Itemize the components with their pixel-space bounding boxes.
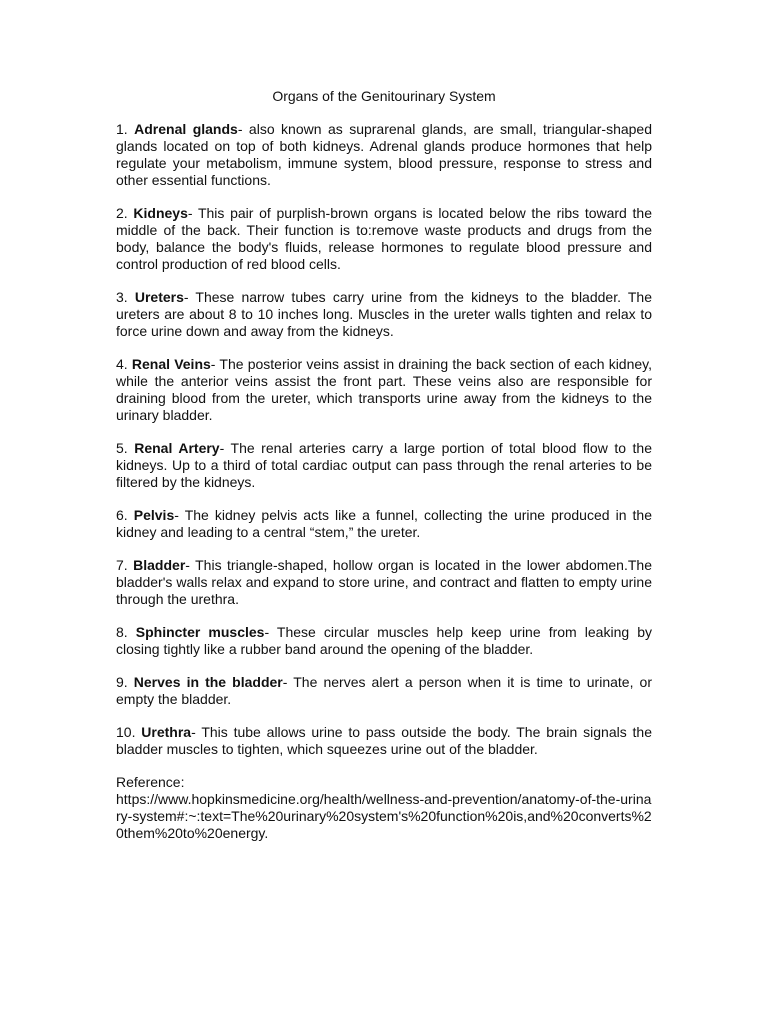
document-page [116,88,652,842]
item-term: Pelvis [133,507,175,523]
item-term: Renal Artery [134,440,220,456]
item-description: - also known as suprarenal glands, are small, triangular-shaped glands located on top of both kidneys. Adrenal glands produce hormones that help regulate your metabolism, immune system, blood pressure, response to stress and other essential functions. [116,121,653,188]
item-term: Kidneys [133,205,188,221]
list-item-ureters [116,289,652,340]
item-description: - These circular muscles help keep urine from leaking by closing tightly like a rubber band around the opening of the bladder. [116,624,652,657]
item-description: - This tube allows urine to pass outside the body. The brain signals the bladder muscles to tighten, which squeezes urine out of the bladder. [116,724,653,757]
item-number: 6. [116,507,128,523]
item-term: Renal Veins [131,356,211,372]
item-number: 3. [116,289,128,305]
item-term: Urethra [141,724,192,740]
item-number: 10. [116,724,136,740]
reference-block [116,774,652,842]
item-number: 7. [116,557,128,573]
item-description: - These narrow tubes carry urine from the kidneys to the bladder. The ureters are about 8 to 10 inches long. Muscles in the ureter walls tighten and relax to force urine down and away from the kidneys. [116,289,652,339]
item-number: 9. [116,674,128,690]
list-item-sphincter-muscles [116,624,652,658]
item-term: Nerves in the bladder [133,674,283,690]
item-number: 2. [116,205,128,221]
item-number: 5. [116,440,128,456]
item-term: Adrenal glands [134,121,238,137]
item-number: 4. [116,356,128,372]
item-description: - This triangle-shaped, hollow organ is located in the lower abdomen.The bladder's walls relax and expand to store urine, and contract and flatten to empty urine through the urethra. [116,557,652,607]
list-item-kidneys [116,205,652,273]
item-term: Ureters [134,289,184,305]
item-description: - The renal arteries carry a large portion of total blood flow to the kidneys. Up to a third of total cardiac output can pass through the renal arteries to be filtered by the kidneys. [116,440,652,490]
item-term: Sphincter muscles [135,624,265,640]
item-description: - The kidney pelvis acts like a funnel, collecting the urine produced in the kidney and leading to a central “stem,” the ureter. [116,507,652,540]
item-number: 1. [116,121,128,137]
item-description: - The posterior veins assist in draining the back section of each kidney, while the anterior veins assist the front part. These veins also are responsible for draining blood from the ureter, which transports urine away from the kidneys to the urinary bladder. [116,356,653,423]
item-description: - The nerves alert a person when it is time to urinate, or empty the bladder. [116,674,652,707]
list-item-urethra [116,724,652,758]
list-item-nerves-in-the-bladder [116,674,652,708]
item-term: Bladder [133,557,186,573]
reference-label: Reference: [116,774,185,790]
list-item-renal-veins [116,356,652,424]
list-item-adrenal-glands [116,121,652,189]
item-number: 8. [116,624,128,640]
list-item-renal-artery [116,440,652,491]
list-item-pelvis [116,507,652,541]
document-title: Organs of the Genitourinary System [272,88,496,104]
item-description: - This pair of purplish-brown organs is located below the ribs toward the middle of the back. Their function is to:remove waste products and drugs from the body, balance the body's fluids, release hormones to regulate blood pressure and control production of red blood cells. [116,205,652,272]
reference-url: https://www.hopkinsmedicine.org/health/wellness-and-prevention/anatomy-of-the-urinary-system#:~:text=The%20urinary%20system's%20function%20is,and%20converts%20them%20to%20energy. [116,791,652,841]
list-item-bladder [116,557,652,608]
